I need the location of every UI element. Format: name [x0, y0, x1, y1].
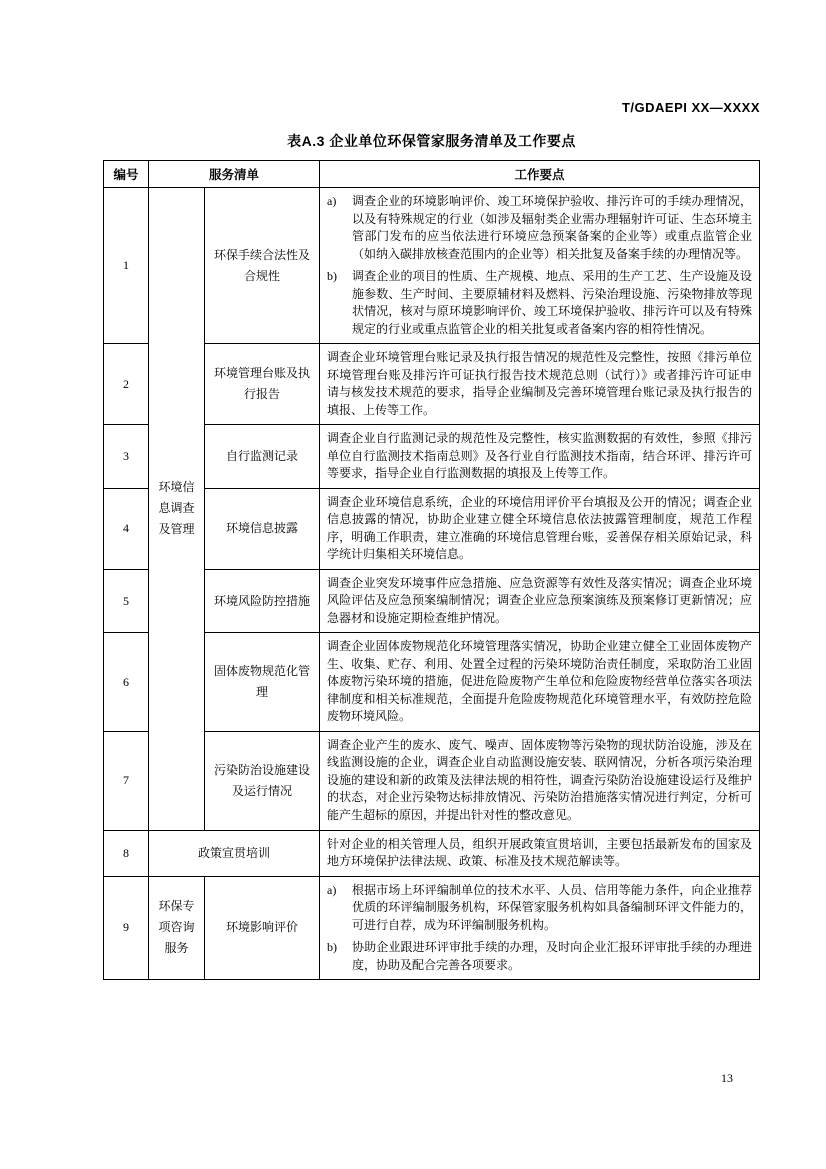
service-name: 环境管理台账及执行报告: [205, 344, 320, 425]
point-item: [327, 939, 752, 974]
category-special-consult: 环保专项咨询服务: [149, 876, 205, 980]
work-points: 调查企业产生的废水、废气、噪声、固体废物等污染物的现状防治设施，涉及在线监测设施的企业，调查企业自动监测设施安装、联网情况，分析各项污染治理设施的建设和新的政策及法律法规的相符性，调查污染防治设施建设运行及维护的状态，对企业污染物达标排放情况、污染防治措施落实情况进行判定，分析可能产生超标的原因，并提出针对性的整改意见。: [320, 731, 760, 830]
work-points: [320, 876, 760, 980]
row-number: 9: [104, 876, 149, 980]
work-points: 调查企业环境信息系统，企业的环境信用评价平台填报及公开的情况；调查企业信息披露的情况，协助企业建立健全环境信息依法披露管理制度，规范工作程序，明确工作职责，建立准确的环境信息管理台账，妥善保存相关原始记录，科学统计归集相关环境信息。: [320, 488, 760, 569]
point-text: 调查企业的项目的性质、生产规模、地点、采用的生产工艺、生产设施及设施参数、生产时间、主要原辅材料及燃料、污染治理设施、污染物排放等现状情况，核对与原环境影响评价、竣工环境保护验收、排污许可以及有特殊规定的行业或重点监管企业的相关批复或者备案内容的相符性情况。: [352, 269, 752, 336]
row-number: 2: [104, 344, 149, 425]
work-points: 调查企业自行监测记录的规范性及完整性，核实监测数据的有效性，参照《排污单位自行监测技术指南总则》及各行业自行监测技术指南，结合环评、排污许可等要求，指导企业自行监测数据的填报及上传等工作。: [320, 425, 760, 489]
point-item: [327, 193, 752, 263]
point-text: 协助企业跟进环评审批手续的办理，及时向企业汇报环评审批手续的办理进度，协助及配合完善各项要求。: [352, 940, 752, 972]
service-name: 环境影响评价: [205, 876, 320, 980]
service-name: 政策宣贯培训: [149, 830, 320, 876]
row-number: 5: [104, 569, 149, 633]
work-points: 调查企业环境管理台账记录及执行报告情况的规范性及完整性，按照《排污单位环境管理台账及排污许可证执行报告技术规范总则（试行）》或者排污许可证申请与核发技术规范的要求，指导企业编制及完善环境管理台账记录及执行报告的填报、上传等工作。: [320, 344, 760, 425]
service-name: 自行监测记录: [205, 425, 320, 489]
point-label: a): [327, 882, 337, 897]
header-service: 服务清单: [149, 161, 320, 188]
header-number: 编号: [104, 161, 149, 188]
table-title: 表A.3 企业单位环保管家服务清单及工作要点: [287, 133, 576, 149]
point-label: a): [327, 194, 337, 208]
service-name: 固体废物规范化管理: [205, 633, 320, 732]
page-number: 13: [721, 1071, 733, 1085]
row-number: 3: [104, 425, 149, 489]
table-header-row: [104, 161, 760, 188]
point-item: [327, 882, 752, 935]
table-row: [104, 876, 760, 980]
point-item: [327, 268, 752, 338]
service-name: 环境风险防控措施: [205, 569, 320, 633]
table-row: [104, 830, 760, 876]
row-number: 7: [104, 731, 149, 830]
point-label: b): [327, 940, 338, 955]
row-number: 6: [104, 633, 149, 732]
document-code: T/GDAEPI XX—XXXX: [621, 100, 760, 115]
work-points: 调查企业突发环境事件应急措施、应急资源等有效性及落实情况；调查企业环境风险评估及应急预案编制情况；调查企业应急预案演练及预案修订更新情况；应急器材和设施定期检查维护情况。: [320, 569, 760, 633]
point-text: 根据市场上环评编制单位的技术水平、人员、信用等能力条件，向企业推荐优质的环评编制服务机构，环保管家服务机构如具备编制环评文件能力的，可进行自荐，成为环评编制服务机构。: [352, 882, 752, 932]
service-table: [103, 160, 760, 980]
row-number: 8: [104, 830, 149, 876]
work-points: 针对企业的相关管理人员，组织开展政策宣贯培训，主要包括最新发布的国家及地方环境保护法律法规、政策、标准及技术规范解读等。: [320, 830, 760, 876]
work-points: [320, 188, 760, 344]
row-number: 1: [104, 188, 149, 344]
point-label: b): [327, 269, 338, 284]
service-name: 污染防治设施建设及运行情况: [205, 731, 320, 830]
service-name: 环保手续合法性及合规性: [205, 188, 320, 344]
category-env-info: 环境信息调查及管理: [149, 188, 205, 831]
table-row: [104, 188, 760, 344]
service-name: 环境信息披露: [205, 488, 320, 569]
header-points: 工作要点: [320, 161, 760, 188]
work-points: 调查企业固体废物规范化环境管理落实情况，协助企业建立健全工业固体废物产生、收集、贮存、利用、处置全过程的污染环境防治责任制度，采取防治工业固体废物污染环境的措施，促进危险废物产生单位和危险废物经营单位落实各项法律制度和相关标准规范，全面提升危险废物规范化环境管理水平，有效防控危险废物环境风险。: [320, 633, 760, 732]
point-text: 调查企业的环境影响评价、竣工环境保护验收、排污许可的手续办理情况，以及有特殊规定的行业（如涉及辐射类企业需办理辐射许可证、生态环境主管部门发布的应当依法进行环境应急预案备案的企业等）或重点监管企业（如纳入碳排放核查范围内的企业等）相关批复及备案手续的办理情况等。: [352, 194, 752, 261]
row-number: 4: [104, 488, 149, 569]
